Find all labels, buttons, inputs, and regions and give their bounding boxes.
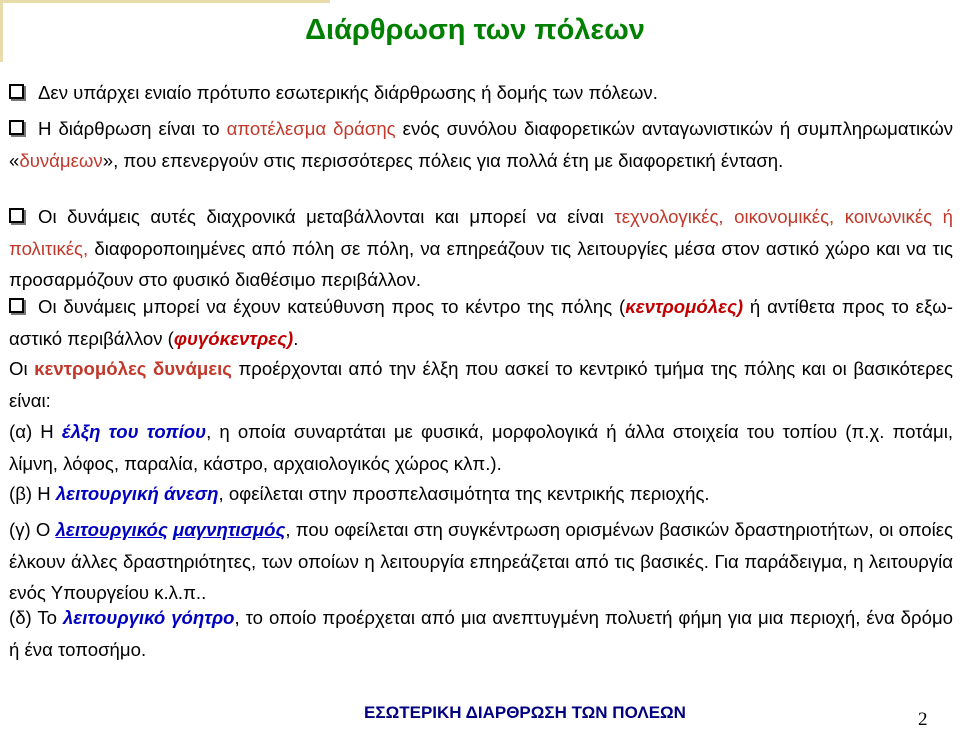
p7-highlight-convenience: λειτουργική άνεση [55, 483, 219, 504]
p5-text-a: Οι [9, 358, 35, 379]
p6-text-a: (α) Η [9, 421, 62, 442]
p8-text-d: , που οφείλεται στη συγκέντρωση ορισμένων βασικών δραστηριοτήτων, οι οποίες έλκουν άλλες δραστηριότητες, των οποίων η λειτουργία επηρεάζεται από τις βασικές. Για παράδειγμα, η λειτουργία ενός Υπουργείου κ.λ.π.. [9, 519, 954, 603]
paragraph-item-b [9, 478, 953, 510]
paragraph-centripetal-forces [9, 353, 953, 416]
p7-text-c: , οφείλεται στην προσπελασιμότητα της κεντρικής περιοχής. [218, 483, 710, 504]
p9-text-c: , το οποίο προέρχεται από μια ανεπτυγμένη πολυετή φήμη για μια περιοχή, ένα δρόμο ή ένα τοποσήμο. [9, 607, 953, 660]
p5-highlight-centripetal-forces: κεντρομόλες δυνάμεις [34, 358, 232, 379]
p3-text-c: διαφοροποιημένες από πόλη σε πόλη, να επηρεάζουν τις λειτουργίες μέσα στον αστικό χώρο και να τις προσαρμόζουν στο φυσικό διαθέσιμο περιβάλλον. [9, 237, 953, 290]
paragraph-item-a [9, 416, 953, 479]
checkbox-bullet-icon [9, 120, 24, 135]
p2-highlight-result: αποτέλεσμα δράσης [226, 118, 396, 139]
checkbox-bullet-icon [9, 84, 24, 99]
p8-highlight-magnetism: μαγνητισμός [173, 519, 286, 540]
checkbox-bullet-icon [9, 298, 24, 313]
p8-highlight-functional: λειτουργικός [55, 519, 168, 540]
p2-text-c: ενός συνόλου διαφορετικών ανταγωνιστικών ή συμπληρωματικών « [9, 118, 954, 171]
p4-text-e: . [293, 327, 299, 349]
p3-text-a: Οι δυνάμεις αυτές διαχρονικά μεταβάλλονται και μπορεί να είναι [38, 206, 615, 227]
bullet-paragraph-3 [9, 201, 953, 296]
p2-highlight-forces: δυνάμεων [19, 149, 103, 171]
p3-highlight-types: τεχνολογικές, οικονομικές, κοινωνικές ή πολιτικές, [9, 206, 953, 259]
p6-highlight-landscape: έλξη του τοπίου [61, 421, 207, 442]
p4-highlight-centrifugal: φυγόκεντρες) [173, 327, 294, 349]
p9-text-a: (δ) Το [9, 607, 63, 628]
bullet-paragraph-4 [9, 291, 953, 354]
p5-text-c: προέρχονται από την έλξη που ασκεί το κεντρικό τμήμα της πόλης και οι βασικότερες είναι: [9, 358, 953, 411]
p1-text: Δεν υπάρχει ενιαίο πρότυπο εσωτερικής διάρθρωσης ή δομής των πόλεων. [38, 82, 658, 103]
p4-text-c: ή αντίθετα προς το εξω-αστικό περιβάλλον ( [9, 296, 953, 349]
footer-title: ΕΣΩΤΕΡΙΚΗ ΔΙΑΡΘΡΩΣΗ ΤΩΝ ΠΟΛΕΩΝ [364, 703, 686, 722]
p2-text-a: Η διάρθρωση είναι το [38, 118, 227, 139]
slide-title: Διάρθρωση των πόλεων [305, 14, 645, 46]
p2-text-e: », που επενεργούν στις περισσότερες πόλεις για πολλά έτη με διαφορετική ένταση. [102, 149, 784, 171]
page-number: 2 [918, 709, 928, 730]
checkbox-bullet-icon [9, 208, 24, 223]
p7-text-a: (β) Η [9, 483, 56, 504]
p4-highlight-centripetal: κεντρομόλες) [625, 296, 744, 317]
p9-highlight-prestige: λειτουργικό γόητρο [62, 607, 235, 628]
slide-frame-horizontal [0, 0, 330, 3]
bullet-paragraph-2 [9, 113, 953, 176]
paragraph-item-d [9, 602, 953, 665]
paragraph-item-c [9, 514, 953, 609]
p6-text-c: , η οποία συναρτάται με φυσικά, μορφολογικά ή άλλα στοιχεία του τοπίου (π.χ. ποτάμι, λίμνη, λόφος, παραλία, κάστρο, αρχαιολογικός χώρος κλπ.). [9, 421, 954, 474]
bullet-paragraph-1 [9, 77, 953, 109]
p4-text-a: Οι δυνάμεις μπορεί να έχουν κατεύθυνση προς το κέντρο της πόλης ( [38, 296, 626, 317]
p8-text-a: (γ) Ο [9, 519, 56, 540]
